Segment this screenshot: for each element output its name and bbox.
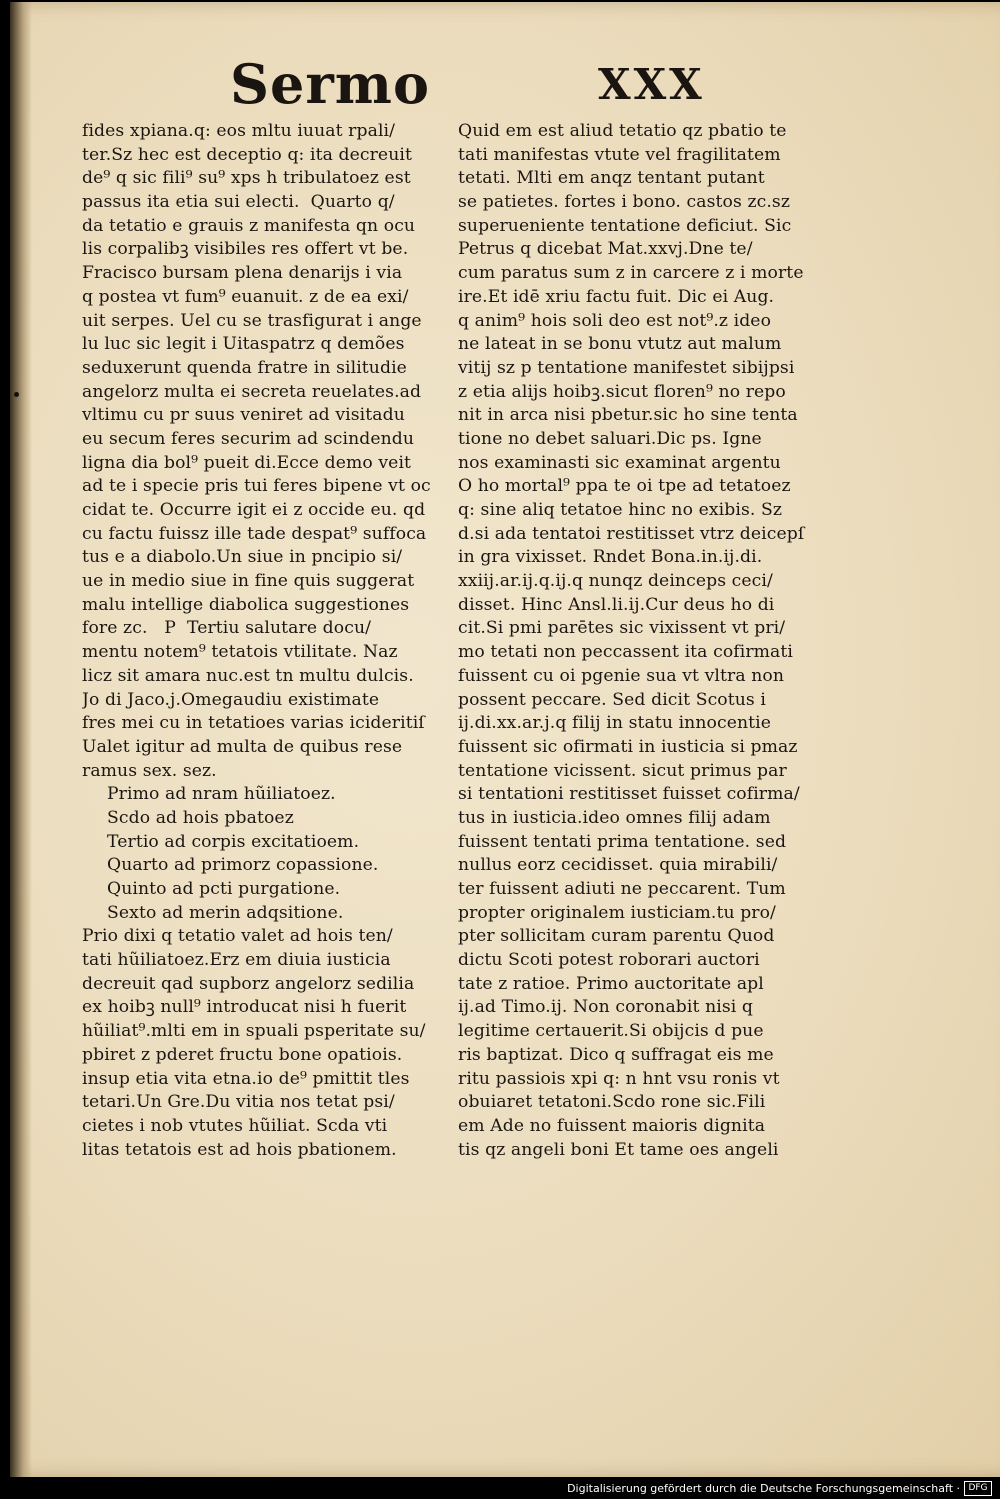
text-line: de⁹ q sic fili⁹ su⁹ xps h tribulatoez est [82, 168, 411, 189]
text-line: Petrus q dicebat Mat.xxvj.Dne te/ [458, 239, 753, 260]
text-line: cit.Si pmi parētes sic vixissent vt pri/ [458, 618, 786, 639]
text-line: Quid em est aliud tetatio qz pbatio te [458, 121, 787, 141]
text-line: uit serpes. Uel cu se trasfigurat i ange [82, 310, 422, 331]
text-line: ramus sex. sez. [82, 760, 217, 781]
text-line: in gra vixisset. Rndet Bona.in.ij.di. [458, 547, 763, 568]
dfg-logo: DFG [964, 1481, 992, 1496]
list-item: Quinto ad pcti purgatione. [107, 879, 341, 899]
text-line: nit in arca nisi pbetur.sic ho sine tenta [458, 405, 798, 426]
text-line: d.si ada tentatoi restitisset vtrz deicepſ [458, 523, 805, 544]
text-line: fides xpiana.q: eos mltu iuuat rpali/ [82, 121, 396, 141]
list-item: Primo ad nram hũiliatoez. [107, 784, 336, 805]
text-line: vitij sz p tentatione manifestet sibijpsi [458, 357, 795, 378]
running-head-right: XXX [598, 60, 705, 109]
text-line: legitime certauerit.Si obijcis d pue [458, 1021, 764, 1042]
text-line: ris baptizat. Dico q suffragat eis me [458, 1044, 774, 1065]
text-line: xxiij.ar.ij.q.ij.q nunqz deinceps ceci/ [458, 571, 773, 592]
text-line: tetari.Un Gre.Du vitia nos tetat psi/ [82, 1092, 395, 1113]
text-line: q postea vt fum⁹ euanuit. z de ea exi/ [82, 286, 409, 307]
text-line: fuissent tentati prima tentatione. sed [458, 831, 787, 852]
text-line: cietes i nob vtutes hũiliat. Scda vti [82, 1115, 388, 1136]
footer-credit: Digitalisierung gefördert durch die Deutsche Forschungsgemeinschaft · [567, 1482, 960, 1495]
text-line: ij.di.xx.ar.j.q filij in statu innocentie [458, 713, 772, 734]
text-line: angelorz multa ei secreta reuelates.ad [82, 381, 422, 402]
text-line: se patietes. fortes i bono. castos zc.sz [458, 192, 790, 213]
text-line: ad te i specie pris tui feres bipene vt oc [82, 476, 431, 497]
text-line: possent peccare. Sed dicit Scotus i [458, 689, 766, 710]
text-line: decreuit qad supborz angelorz sedilia [82, 973, 415, 994]
list-item: Quarto ad primorz copassione. [107, 855, 379, 876]
text-line: cidat te. Occurre igit ei z occide eu. qd [82, 500, 426, 520]
text-line: ue in medio siue in fine quis suggerat [82, 571, 415, 592]
text-line: tentatione vicissent. sicut primus par [458, 760, 787, 781]
text-column-left [82, 120, 452, 1162]
text-line: tione no debet saluari.Dic ps. Igne [458, 428, 762, 449]
text-line: dictu Scoti potest roborari auctori [458, 950, 760, 971]
text-line: q anim⁹ hois soli deo est not⁹.z ideo [458, 310, 772, 331]
text-line: disset. Hinc Ansl.li.ij.Cur deus ho di [458, 594, 775, 615]
text-line: litas tetatois est ad hois pbationem. [82, 1139, 397, 1160]
text-line: fres mei cu in tetatioes varias icideritiſ [82, 713, 425, 734]
text-line: Prio dixi q tetatio valet ad hois ten/ [82, 926, 393, 947]
text-line: ritu passiois xpi q: n hnt vsu ronis vt [458, 1068, 780, 1089]
text-line: ne lateat in se bonu vtutz aut malum [458, 334, 782, 355]
text-line: ter.Sz hec est deceptio q: ita decreuit [82, 144, 412, 165]
text-line: propter originalem iusticiam.tu pro/ [458, 902, 776, 923]
text-line: vltimu cu pr suus veniret ad visitadu [82, 405, 405, 426]
text-line: cu factu fuissz ille tade despat⁹ suffoca [82, 523, 427, 544]
running-head-left: Sermo [230, 52, 430, 116]
list-item: Tertio ad corpis excitatioem. [107, 831, 360, 852]
text-line: tus in iusticia.ideo omnes filij adam [458, 807, 771, 828]
text-line: tus e a diabolo.Un siue in pncipio si/ [82, 547, 403, 568]
text-line: hũiliat⁹.mlti em in spuali psperitate su/ [82, 1021, 426, 1042]
text-line: Ualet igitur ad multa de quibus rese [82, 736, 403, 757]
text-line: em Ade no fuissent maioris dignita [458, 1115, 766, 1136]
text-line: eu secum feres securim ad scindendu [82, 428, 415, 449]
text-line: licz sit amara nuc.est tn multu dulcis. [82, 665, 414, 686]
text-line: passus ita etia sui electi. Quarto q/ [82, 192, 395, 213]
text-line: seduxerunt quenda fratre in silitudie [82, 357, 407, 378]
text-line: tati manifestas vtute vel fragilitatem [458, 144, 781, 165]
text-line: insup etia vita etna.io de⁹ pmittit tles [82, 1068, 410, 1089]
text-line: fuissent sic ofirmati in iusticia si pmaz [458, 736, 798, 757]
text-line: obuiaret tetatoni.Scdo rone sic.Fili [458, 1092, 766, 1113]
text-line: ex hoibꝫ null⁹ introducat nisi h fuerit [82, 997, 407, 1018]
text-column-right [458, 120, 828, 1162]
text-line: ij.ad Timo.ij. Non coronabit nisi q [458, 997, 754, 1018]
list-item: Sexto ad merin adqsitione. [107, 902, 344, 923]
list-item: Scdo ad hois pbatoez [107, 807, 294, 828]
text-line: ligna dia bol⁹ pueit di.Ecce demo veit [82, 452, 412, 473]
text-line: lis corpalibꝫ visibiles res offert vt be. [82, 239, 409, 260]
text-line: Fracisco bursam plena denarijs i via [82, 263, 403, 284]
text-line: da tetatio e grauis z manifesta qn ocu [82, 215, 416, 236]
text-line: cum paratus sum z in carcere z i morte [458, 263, 804, 284]
text-line: pbiret z pderet fructu bone opatiois. [82, 1044, 403, 1065]
text-line: superueniente tentatione deficiut. Sic [458, 215, 792, 236]
text-line: fore zc. P Tertiu salutare docu/ [82, 618, 372, 639]
text-line: z etia alijs hoibꝫ.sicut floren⁹ no repo [458, 381, 786, 402]
text-line: tate z ratioe. Primo auctoritate apl [458, 973, 764, 994]
text-line: tis qz angeli boni Et tame oes angeli [458, 1139, 779, 1160]
text-line: nos examinasti sic examinat argentu [458, 452, 781, 473]
margin-mark [14, 392, 19, 397]
text-line: pter sollicitam curam parentu Quod [458, 926, 775, 947]
text-line: si tentationi restitisset fuisset cofirma/ [458, 784, 800, 805]
text-line: malu intellige diabolica suggestiones [82, 594, 410, 615]
text-line: O ho mortal⁹ ppa te oi tpe ad tetatoez [458, 476, 791, 497]
text-line: fuissent cu oi pgenie sua vt vltra non [458, 665, 785, 686]
text-line: lu luc sic legit i Uitaspatrz q demões [82, 334, 405, 355]
text-line: q: sine aliq tetatoe hinc no exibis. Sz [458, 500, 783, 520]
text-line: mo tetati non peccassent ita cofirmati [458, 642, 793, 663]
text-line: tetati. Mlti em anqz tentant putant [458, 168, 765, 189]
text-line: Jo di Jaco.j.Omegaudiu existimate [82, 689, 380, 710]
text-line: tati hũiliatoez.Erz em diuia iusticia [82, 950, 391, 971]
text-line: ter fuissent adiuti ne peccarent. Tum [458, 879, 786, 899]
page-gutter-shadow [10, 2, 32, 1477]
text-line: ire.Et idē xriu factu fuit. Dic ei Aug. [458, 286, 775, 307]
text-line: mentu notem⁹ tetatois vtilitate. Naz [82, 642, 398, 663]
text-line: nullus eorz cecidisset. quia mirabili/ [458, 855, 778, 876]
